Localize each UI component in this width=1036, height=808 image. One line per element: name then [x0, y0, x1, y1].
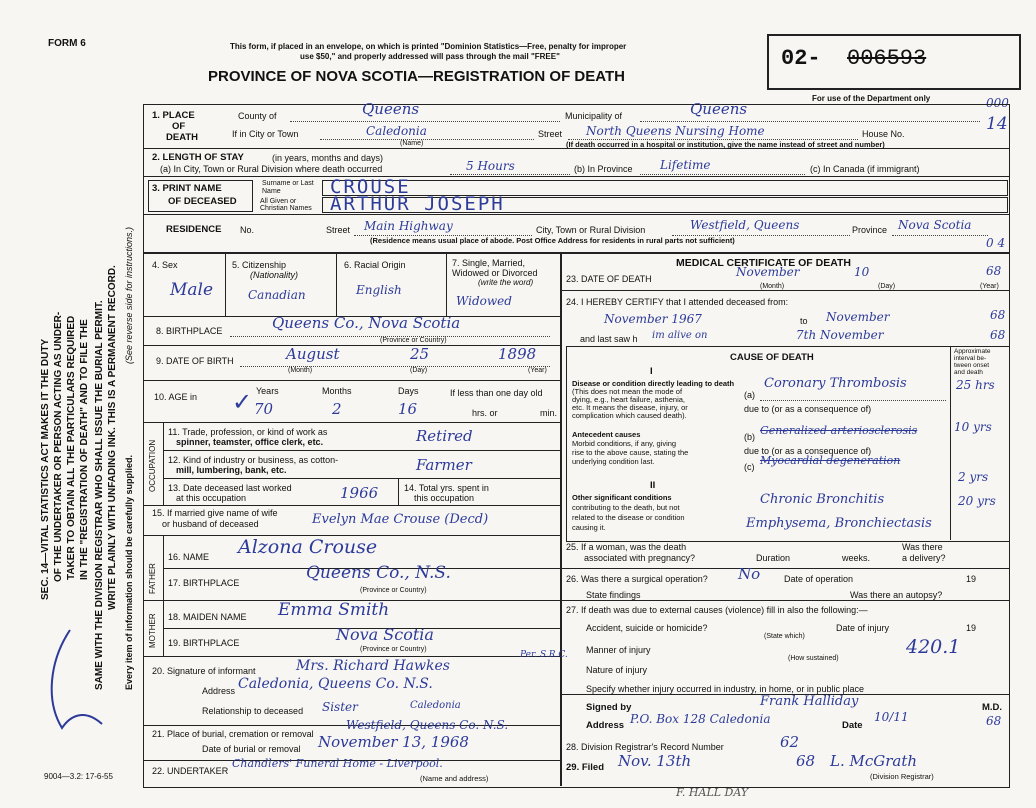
surname-value: CROUSE — [330, 176, 411, 198]
record-number-value: 62 — [780, 733, 800, 751]
other-condition-1: Chronic Bronchitis — [760, 492, 885, 507]
department-use-label: For use of the Department only — [812, 94, 931, 103]
registrar-signature: L. McGrath — [830, 752, 918, 770]
form-code: 9004—3.2: 17-6-55 — [44, 772, 113, 781]
city-value: Caledonia — [366, 124, 427, 138]
margin-pen-mark — [40, 620, 120, 740]
cause-heading: CAUSE OF DEATH — [730, 352, 814, 363]
interval-heading: Approximate interval be- tween onset and death — [954, 348, 991, 376]
cause-b-value: Generalized arteriosclerosis — [760, 424, 918, 437]
immediate-cause-label: Disease or condition directly leading to death (This does not mean the mode of dying, e.g., heart failure, asthenia, etc. It means the disease, injury, or complication which caused death). — [572, 379, 735, 420]
department-code: 000 — [986, 96, 1009, 110]
stay-province-value: Lifetime — [660, 158, 711, 172]
physician-address: P.O. Box 128 Caledonia — [630, 712, 771, 726]
residence-street-value: Main Highway — [364, 219, 453, 233]
cause-b-interval: 10 yrs — [954, 420, 992, 434]
footer-handwriting: F. HALL DAY — [676, 786, 749, 799]
racial-origin-value: English — [356, 283, 402, 297]
last-saw-value: 7th November — [796, 328, 884, 342]
cause-c-interval: 2 yrs — [958, 470, 989, 484]
last-saw-year-value: 68 — [990, 328, 1006, 342]
death-street-value: North Queens Nursing Home — [586, 124, 765, 138]
dob-year-value: 1898 — [498, 345, 537, 363]
age-years-value: 70 — [254, 400, 274, 418]
municipality-value: Queens — [690, 100, 748, 118]
mail-notice-2: use $50," and properly addressed will pass through the mail "FREE" — [300, 52, 560, 61]
sidebar-footnote: Every item of information should be carefully supplied. — [124, 454, 134, 690]
birthplace-value: Queens Co., Nova Scotia — [272, 314, 461, 332]
department-code-3: 0 4 — [986, 236, 1006, 250]
age-days-value: 16 — [398, 400, 418, 418]
registration-number-box — [767, 34, 1021, 90]
death-month-value: November — [736, 265, 800, 279]
county-value: Queens — [362, 100, 420, 118]
mother-birthplace-value: Nova Scotia — [336, 625, 434, 644]
attended-year-value: 68 — [990, 308, 1006, 322]
citizenship-value: Canadian — [248, 288, 306, 302]
burial-place-value: Westfield, Queens Co. N.S. — [346, 718, 509, 732]
informant-signature-note: Per. S.R.C. — [520, 650, 568, 660]
attended-to-value: November — [826, 310, 890, 324]
cause-a-interval: 25 hrs — [956, 378, 995, 392]
registration-number: 006593 — [847, 46, 927, 71]
cause-c-value: Myocardial degeneration — [760, 454, 901, 467]
father-name-value: Alzona Crouse — [238, 536, 378, 558]
sign-date-value: 10/11 — [874, 710, 909, 724]
father-birthplace-value: Queens Co., N.S. — [306, 563, 451, 583]
filed-year-value: 68 — [796, 752, 816, 770]
age-check-mark: ✓ — [232, 388, 253, 416]
residence-division-value: Westfield, Queens — [690, 218, 800, 232]
undertaker-value: Chandlers' Funeral Home - Liverpool. — [232, 757, 443, 770]
informant-relationship-note: Caledonia — [410, 700, 461, 711]
industry-value: Farmer — [416, 456, 472, 474]
dob-day-value: 25 — [410, 345, 430, 363]
filed-date-value: Nov. 13th — [618, 752, 692, 770]
attended-from-value: November 1967 — [604, 312, 702, 326]
stay-label: 2. LENGTH OF STAY — [152, 152, 244, 163]
other-condition-interval: 20 yrs — [958, 494, 996, 508]
medical-heading: MEDICAL CERTIFICATE OF DEATH — [676, 257, 851, 269]
last-saw-alive-text: im alive on — [652, 330, 708, 341]
residence-province-value: Nova Scotia — [898, 218, 972, 232]
occupation-vertical-label: OCCUPATION — [148, 439, 157, 492]
physician-signature: Frank Halliday — [760, 694, 859, 709]
death-year-value: 68 — [986, 264, 1002, 278]
surgery-value: No — [738, 565, 761, 583]
death-day-value: 10 — [854, 265, 870, 279]
form-number: FORM 6 — [48, 38, 86, 49]
mother-maiden-value: Emma Smith — [278, 600, 390, 620]
dob-month-value: August — [286, 345, 340, 363]
burial-date-value: November 13, 1968 — [318, 733, 469, 751]
sidebar-instructions: (See reverse side for instructions.) — [124, 226, 134, 364]
marital-status-value: Widowed — [456, 294, 512, 308]
mother-vertical-label: MOTHER — [148, 613, 157, 648]
classification-code: 420.1 — [906, 636, 961, 658]
informant-signature: Mrs. Richard Hawkes — [296, 658, 450, 674]
sign-year-value: 68 — [986, 714, 1002, 728]
last-worked-value: 1966 — [340, 484, 379, 502]
registration-prefix: 02- — [781, 46, 821, 71]
other-condition-2: Emphysema, Bronchiectasis — [746, 516, 932, 531]
sex-value: Male — [170, 280, 214, 300]
informant-relationship: Sister — [322, 700, 358, 714]
father-vertical-label: FATHER — [148, 563, 157, 594]
trade-value: Retired — [416, 427, 473, 445]
mail-notice-1: This form, if placed in an envelope, on which is printed "Dominion Statistics—Free, penalty for improper — [230, 42, 627, 51]
place-label: 1. PLACE — [152, 110, 195, 121]
other-conditions-label: Other significant conditions contributing to the death, but not related to the disease or condition causing it. — [572, 493, 685, 532]
spouse-value: Evelyn Mae Crouse (Decd) — [312, 512, 489, 527]
antecedent-label: Antecedent causes Morbid conditions, if any, giving rise to the above cause, stating the underlying condition last. — [572, 430, 689, 466]
given-names-value: ARTHUR JOSEPH — [330, 193, 505, 215]
form-title: PROVINCE OF NOVA SCOTIA—REGISTRATION OF DEATH — [208, 68, 625, 85]
department-code-2: 14 — [986, 114, 1008, 134]
residence-label: RESIDENCE — [166, 224, 222, 235]
stay-city-value: 5 Hours — [466, 159, 515, 173]
age-months-value: 2 — [332, 400, 342, 418]
cause-a-value: Coronary Thrombosis — [764, 376, 907, 391]
name-label: 3. PRINT NAME — [152, 183, 222, 194]
informant-address: Caledonia, Queens Co. N.S. — [238, 676, 433, 692]
